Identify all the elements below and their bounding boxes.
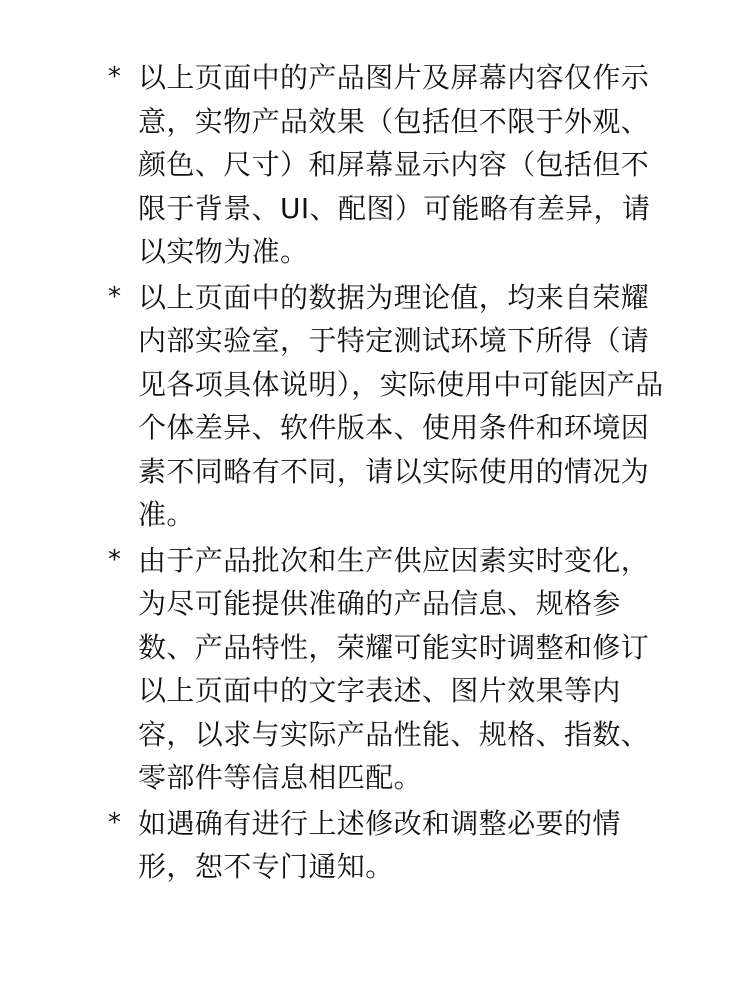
bullet-asterisk: * <box>108 807 121 838</box>
disclaimer-text: 如遇确有进行上述修改和调整必要的情形，恕不专门通知。 <box>138 806 621 883</box>
disclaimer-item <box>108 276 668 537</box>
disclaimer-text: 以上页面中的数据为理论值，均来自荣耀内部实验室，于特定测试环境下所得（请见各项具体说明），实际使用中可能因产品个体差异、软件版本、使用条件和环境因素不同略有不同，请以实际使用的情况为准。 <box>138 280 664 531</box>
bullet-asterisk: * <box>108 544 121 575</box>
bullet-asterisk: * <box>108 62 121 92</box>
disclaimer-text: 由于产品批次和生产供应因素实时变化，为尽可能提供准确的产品信息、规格参数、产品特性，荣耀可能实时调整和修订以上页面中的文字表述、图片效果等内容，以求与实际产品性能、规格、指数、零部件等信息相匹配。 <box>138 543 650 794</box>
bullet-asterisk: * <box>108 281 121 312</box>
disclaimer-text: 以上页面中的产品图片及屏幕内容仅作示意，实物产品效果（包括但不限于外观、颜色、尺寸）和屏幕显示内容（包括但不限于背景、UI、配图）可能略有差异，请以实物为准。 <box>138 61 651 268</box>
disclaimer-list <box>108 56 668 891</box>
disclaimer-item <box>108 539 668 800</box>
disclaimer-item <box>108 56 668 274</box>
disclaimer-item <box>108 802 668 889</box>
